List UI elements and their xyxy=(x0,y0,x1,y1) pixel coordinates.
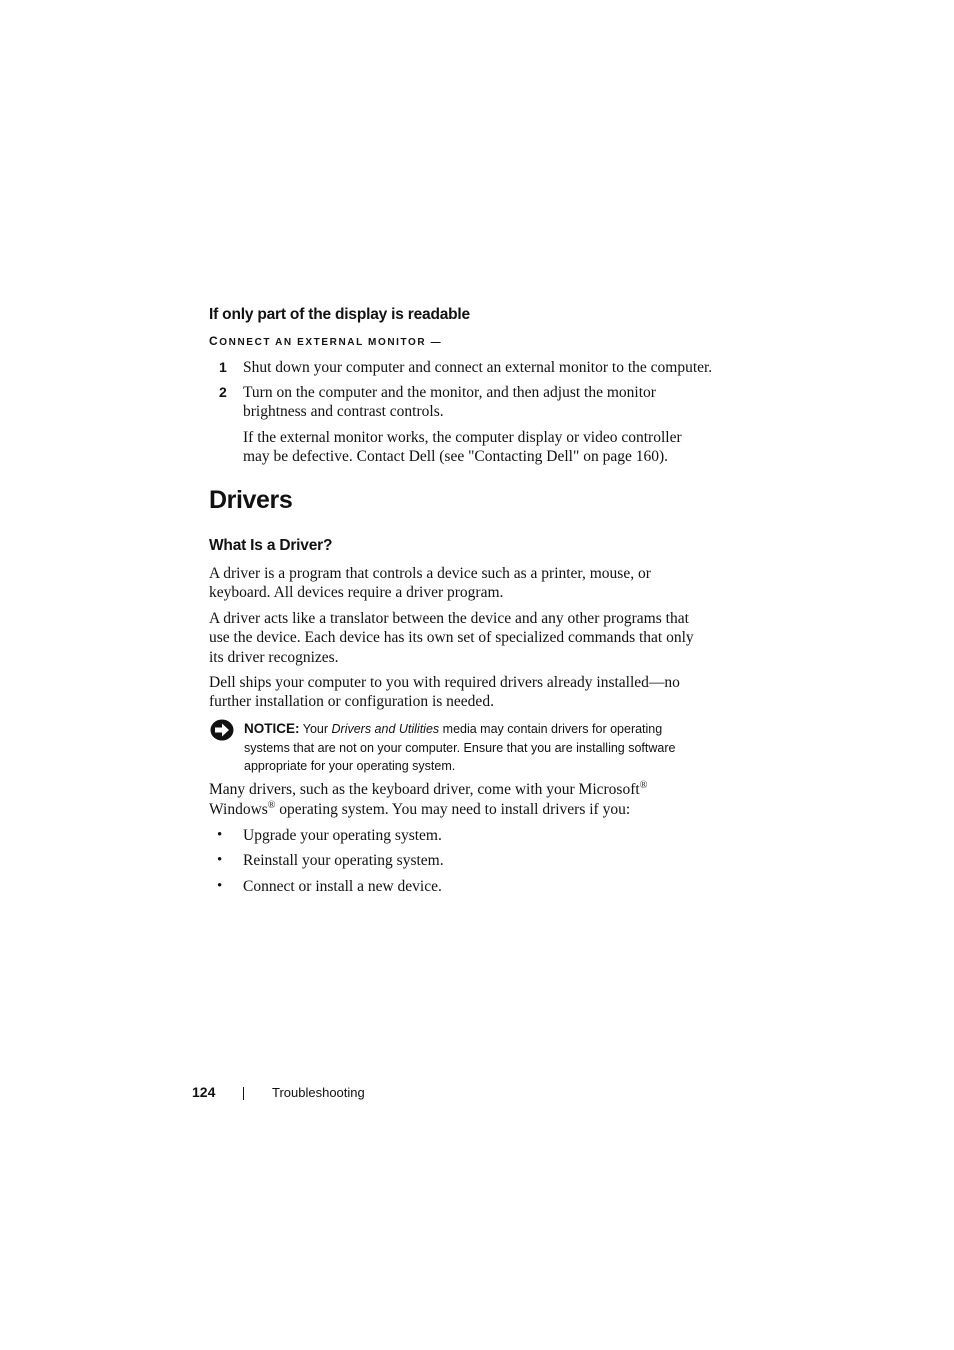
paragraph-4-text1: Many drivers, such as the keyboard driver, come with your Microsoft xyxy=(209,781,640,798)
registered-mark-1: ® xyxy=(639,780,648,791)
paragraph-3-line2: further installation or configuration is needed. xyxy=(209,693,494,710)
notice-line3: appropriate for your operating system. xyxy=(244,759,456,773)
paragraph-2-line2: use the device. Each device has its own set of specialized commands that only xyxy=(209,629,694,646)
paragraph-2-line1: A driver acts like a translator between the device and any other programs that xyxy=(209,610,689,627)
paragraph-1-line2: keyboard. All devices require a driver program. xyxy=(209,584,504,601)
notice-line1 xyxy=(244,720,662,738)
registered-mark-2: ® xyxy=(267,800,276,811)
paragraph-4-text2: operating system. You may need to install drivers if you: xyxy=(279,801,631,818)
step-note-line1: If the external monitor works, the computer display or video controller xyxy=(243,429,682,446)
notice-pre: Your xyxy=(302,722,329,736)
step-number-1: 1 xyxy=(219,359,227,375)
subheading-initial: C xyxy=(209,334,220,348)
page-number: 124 xyxy=(192,1084,216,1100)
paragraph-4-windows: Windows xyxy=(209,801,268,818)
section-heading: If only part of the display is readable xyxy=(209,306,470,323)
notice-italic: Drivers and Utilities xyxy=(331,722,440,736)
drivers-subtitle: What Is a Driver? xyxy=(209,537,333,554)
bullet-item-2: Reinstall your operating system. xyxy=(243,852,444,869)
step-text-2-line1: Turn on the computer and the monitor, and then adjust the monitor xyxy=(243,384,656,401)
bullet-marker-2: • xyxy=(217,852,223,868)
subheading-connect-monitor xyxy=(209,334,442,348)
step-text-2-line2: brightness and contrast controls. xyxy=(243,403,444,420)
footer-separator xyxy=(243,1087,244,1100)
subheading-rest: ONNECT AN EXTERNAL MONITOR — xyxy=(219,337,443,348)
paragraph-4-line2 xyxy=(209,800,630,820)
bullet-marker-1: • xyxy=(217,827,223,843)
notice-label: NOTICE: xyxy=(244,721,300,736)
paragraph-4-line1 xyxy=(209,780,647,800)
notice-arrow-icon xyxy=(210,719,234,741)
paragraph-3-line1: Dell ships your computer to you with required drivers already installed—no xyxy=(209,674,680,691)
footer-section-name: Troubleshooting xyxy=(272,1085,365,1100)
bullet-item-3: Connect or install a new device. xyxy=(243,878,442,895)
notice-post: media may contain drivers for operating xyxy=(442,722,663,736)
paragraph-2-line3: its driver recognizes. xyxy=(209,649,339,666)
step-note-line2: may be defective. Contact Dell (see "Contacting Dell" on page 160). xyxy=(243,448,668,465)
bullet-item-1: Upgrade your operating system. xyxy=(243,827,442,844)
bullet-marker-3: • xyxy=(217,878,223,894)
page-title: Drivers xyxy=(209,486,293,514)
paragraph-1-line1: A driver is a program that controls a device such as a printer, mouse, or xyxy=(209,565,651,582)
step-text-1: Shut down your computer and connect an external monitor to the computer. xyxy=(243,359,713,376)
notice-line2: systems that are not on your computer. Ensure that you are installing software xyxy=(244,741,676,755)
step-number-2: 2 xyxy=(219,384,227,400)
